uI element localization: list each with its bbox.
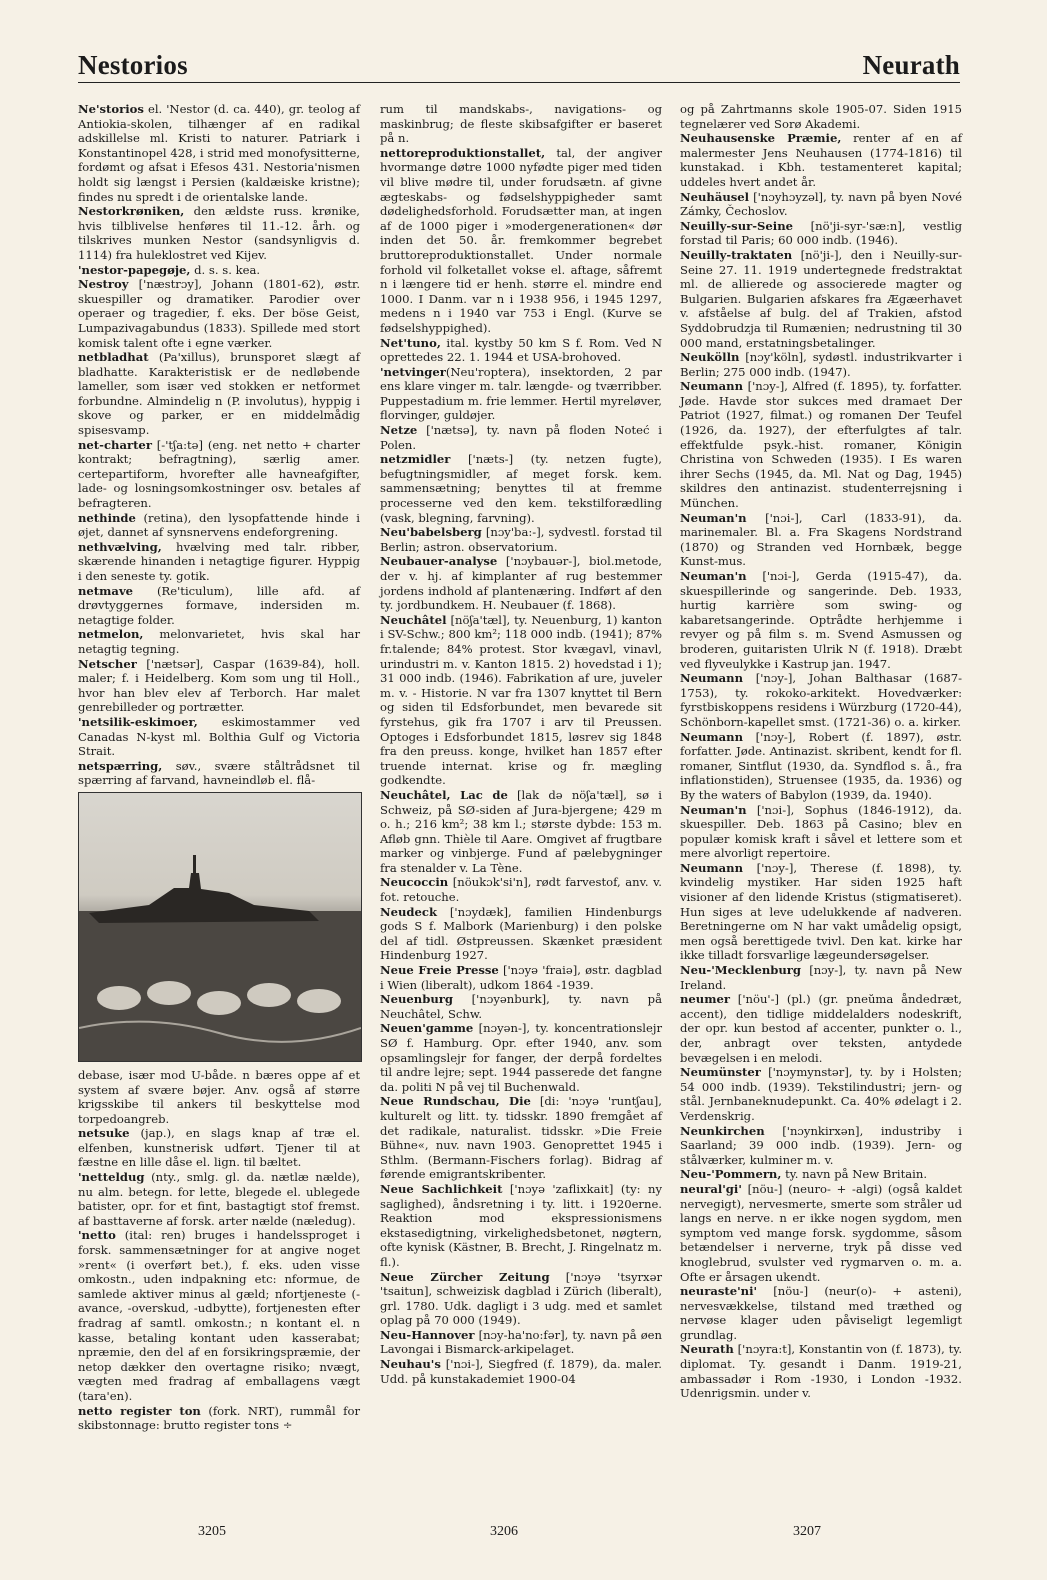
entry-headword: netspærring, <box>78 758 163 773</box>
dictionary-entry <box>380 1021 662 1094</box>
dictionary-entry <box>78 277 360 350</box>
entry-headword: netsuke <box>78 1126 130 1141</box>
dictionary-entry <box>680 730 962 803</box>
entry-headword: Netze <box>380 423 418 438</box>
entry-text: melonvarietet, hvis skal har netagtig tegning. <box>78 627 360 656</box>
dictionary-entry <box>680 131 962 189</box>
dictionary-entry <box>78 1126 360 1170</box>
entry-headword: Neue Freie Presse <box>380 963 499 978</box>
entry-text: [nɔy'köln], sydøstl. industrikvarter i Berlin; 275 000 indb. (1947). <box>680 350 962 379</box>
header-first-word: Nestorios <box>78 50 188 80</box>
entry-headword: 'netvinger <box>380 364 446 379</box>
entry-text: ['næstrɔy], Johann (1801-62), østr. skuespiller og dramatiker. Parodier over operaer og tragedier, f. eks. Der böse Geist, Lumpazivagabundus (1833). Spillede med stort komisk talent ofte i egne værker. <box>78 277 360 350</box>
entry-text: [nɔyən-], ty. koncentrationslejr SØ f. Hamburg. Opr. efter 1940, anv. som opsamlingslejr for fanger, der derpå fordeltes til andre lejre; sept. 1944 passerede det fangne da. politi N på vej til Buchenwald. <box>380 1021 662 1094</box>
entry-text: ['nɔyə 'tsyrxər 'tsaitun], schweizisk dagblad i Zürich (liberalt), grl. 1780. Udk. dagligt i 3 udg. med et samlet oplag på 70 000 (1949). <box>380 1269 662 1328</box>
dictionary-entry <box>680 963 962 992</box>
page-number-right: 3207 <box>793 1524 821 1539</box>
page-header <box>78 46 960 83</box>
dictionary-entry <box>78 1170 360 1228</box>
entry-text: (Re'ticulum), lille afd. af drøvtyggernes formave, indersiden m. netagtige folder. <box>78 583 360 627</box>
entry-text: hvælving med talr. ribber, skærende hinanden i netagtige figurer. Hyppig i den seneste ty. gotik. <box>78 539 360 583</box>
dictionary-entry <box>380 1182 662 1270</box>
page-number-middle: 3206 <box>490 1524 518 1539</box>
entry-text: (Neu'roptera), insektorden, 2 par ens klare vinger m. talr. længde- og tværribber. Puppestadium m. frie lemmer. Hertil myreløver, florvinger, guldøjer. <box>380 364 662 423</box>
entry-headword: 'netto <box>78 1228 116 1243</box>
entry-headword: Net'tuno, <box>380 335 441 350</box>
entry-text: ['nɔyə 'zaflixkait] (ty: ny saglighed), åndsretning i ty. litt. i 1920erne. Reaktion mod ekspressionismens ekstasedigtning, virkelighedsbetonet, nøgtern, ofte kynisk (Kästner, B. Brecht, J. Ringelnatz m. fl.). <box>380 1181 663 1269</box>
entry-text: [di: 'nɔyə 'runtʃau], kulturelt og litt. ty. tidsskr. 1890 fremgået af det radikale, naturalist. tidsskr. »Die Freie Bühne«, nuv. navn 1903. Genoprettet 1945 i Sthlm. (Bermann-Fischers forlag). Bidrag af førende emigrantskribenter. <box>380 1094 662 1182</box>
entry-headword: net-charter <box>78 437 152 452</box>
dictionary-entry <box>78 540 360 584</box>
entry-headword: Neuman'n <box>680 510 747 525</box>
dictionary-entry <box>380 336 662 365</box>
entry-headword: netmelon, <box>78 627 144 642</box>
entry-headword: Nestroy <box>78 277 129 292</box>
entry-text: (retina), den lysopfattende hinde i øjet, dannet af synsnervens endeforgrening. <box>78 510 360 540</box>
entry-headword: Neu-Hannover <box>380 1327 475 1342</box>
entry-text: ['nætsə], ty. navn på floden Noteć i Polen. <box>380 423 662 452</box>
entry-headword: nethinde <box>78 510 136 525</box>
header-last-word: Neurath <box>862 50 960 80</box>
entry-text: ['nɔyra:t], Konstantin von (f. 1873), ty. diplomat. Ty. gesandt i Danm. 1919-21, ambassadør i Rom -1930, i London -1932. Udenrigsmin. under v. <box>680 1342 962 1401</box>
entry-headword: netbladhat <box>78 350 149 365</box>
entry-text: søv., svære ståltrådsnet til spærring af farvand, havneindløb el. flå- <box>78 758 360 788</box>
entry-text: [nöʃa'tæl], ty. Neuenburg, 1) kanton i SV-Schw.; 800 km²; 118 000 indb. (1941); 87% fr.talende; 84% protest. Stor kvægavl, vinavl, urindustri m. v. Kanton 1815. 2) hovedstad i 1); 31 000 indb. (1946). Fabrikation af ure, juveler m. v. - Historie. N var fra 1307 knyttet til Bern og siden til Edsforbundet, men bevarede sit fyrstehus, gik fra 1707 i arv til Preussen. Optoges i Edsforbundet 1815, løsrev sig 1848 fra den preuss. konge, hvilket han 1857 efter truende internat. krise og fr. mægling godkendte. <box>380 612 662 788</box>
entry-text: ['nɔy-], Alfred (f. 1895), ty. forfatter. Jøde. Havde stor sukces med dramaet Der Patriot (1927, filmat.) og romanen Der Teufel (1926, da. 1927), der efterfulgtes af talr. effektfulde psyk.-hist. romaner, Königin Christina von Schweden (1935). I Es waren ihrer Sechs (1945, da. Ml. Nat og Dag, 1945) skildres den antinazist. studenterrejsning i München. <box>680 379 962 511</box>
entry-headword: Neu-'Pommern, <box>680 1167 782 1182</box>
entry-headword: Neuhausenske Præmie, <box>680 131 842 146</box>
entry-headword: Neuilly-traktaten <box>680 247 793 262</box>
entry-text: (nty., smlg. gl. da. nætlæ nælde), nu alm. betegn. for lette, blegede el. ublegede batister, opr. for et fint, bastagtigt stof fremst. af basttaverne af forsk. arter nælde (næledug). <box>78 1170 360 1228</box>
dictionary-entry <box>78 584 360 628</box>
entry-text: [nɔy-], ty. navn på New Ireland. <box>680 963 962 992</box>
dictionary-entry <box>78 263 360 278</box>
dictionary-entry <box>78 511 360 540</box>
column-2 <box>380 102 662 1386</box>
dictionary-entry <box>680 219 962 248</box>
entry-text: renter af en af malermester Jens Neuhausen (1774-1816) til kunstakad. i Kbh. testamenteret kapital; uddeles hvert andet år. <box>680 131 962 189</box>
entry-text: ['nɔy-], Johan Balthasar (1687-1753), ty. rokoko-arkitekt. Hovedværker: fyrstbiskoppens residens i Würzburg (1720-44), Schönborn-kapellet smst. (1721-36) o. a. kirker. <box>680 671 962 729</box>
dictionary-entry <box>380 992 662 1021</box>
entry-headword: Neu'babelsberg <box>380 525 482 540</box>
dictionary-entry <box>78 1068 360 1126</box>
dictionary-entry <box>680 992 962 1065</box>
entry-headword: neumer <box>680 992 730 1007</box>
column-1 <box>78 102 360 1433</box>
entry-headword: 'netsilik-eskimoer, <box>78 714 198 729</box>
dictionary-entry <box>680 1167 962 1182</box>
entry-text: ['nɔynkirxən], industriby i Saarland; 39 000 indb. (1939). Jern- og stålværker, kulminer m. v. <box>680 1123 962 1167</box>
dictionary-entry <box>380 102 662 146</box>
entry-text: [nöu-] (neur(o)- + asteni), nervesvækkelse, tilstand med træthed og nervøse klager uden påviseligt legemligt grundlag. <box>680 1284 962 1342</box>
entry-headword: nethvælving, <box>78 539 162 554</box>
dictionary-entry <box>78 759 360 788</box>
illustration-photo <box>78 792 362 1062</box>
entry-headword: Neuenburg <box>380 992 453 1007</box>
entry-headword: Nestorkrøniken, <box>78 204 185 219</box>
entry-text: (ital: ren) bruges i handelssproget i forsk. sammensætninger for at angive noget »rent« (i overført bet.), f. eks. uden visse omkostn., uden indpakning etc: nformue, de samlede aktiver minus al gæld; nfortjeneste (-avance, -overskud, -udbytte), fortjenesten efter fradrag af samtl. omkostn.; n kontant el. n kasse, betaling kontant uden kasserabat; npræmie, den del af en forsikringspræmie, der netop dækker den overtagne risiko; nvægt, vægten med fradrag af emballagens vægt (tara'en). <box>78 1228 360 1403</box>
entry-text: d. s. s. kea. <box>190 262 261 277</box>
dictionary-entry <box>78 1404 360 1433</box>
entry-headword: Neukölln <box>680 350 740 365</box>
entry-text: ital. kystby 50 km S f. Rom. Ved N oprettedes 22. 1. 1944 et USA-brohoved. <box>380 335 662 365</box>
entry-headword: neural'gi' <box>680 1181 742 1196</box>
entry-headword: Neuhäusel <box>680 189 750 204</box>
entry-text: ['nɔy-], Robert (f. 1897), østr. forfatter. Jøde. Antinazist. skribent, kendt for fl. romaner, Sintflut (1930, da. Syndflod s. å., fra inflationstiden), Struensee (1935, da. 1936) og By the waters of Babylon (1939, da. 1940). <box>680 729 962 802</box>
dictionary-entry <box>380 1328 662 1357</box>
entry-headword: Neue Rundschau, Die <box>380 1094 531 1109</box>
dictionary-entry <box>380 146 662 336</box>
dictionary-entry <box>380 452 662 525</box>
dictionary-entry <box>680 803 962 861</box>
entry-headword: Neucoccin <box>380 875 449 890</box>
dictionary-entry <box>380 365 662 423</box>
entry-text: el. 'Nestor (d. ca. 440), gr. teolog af Antiokia-skolen, tilhænger af en radikal adskillelse ml. Kristi to naturer. Patriark i Konstantinopel 428, i strid med monofysitterne, fordømt og afsat i Efesos 431. Nestoria'nismen holdt sig længst i Persien (kaldæiske kristne); findes nu spredt i de orientalske lande. <box>78 102 360 204</box>
dictionary-entry <box>680 1342 962 1400</box>
dictionary-entry <box>680 1065 962 1123</box>
entry-headword: neuraste'ni' <box>680 1284 758 1299</box>
entry-text: rum til mandskabs-, navigations- og maskinbrug; de fleste skibsafgifter er baseret på n. <box>380 102 662 146</box>
entry-headword: Neuen'gamme <box>380 1021 474 1036</box>
dictionary-entry <box>680 671 962 729</box>
entry-headword: Neu-'Mecklenburg <box>680 963 802 978</box>
entry-headword: Neunkirchen <box>680 1123 765 1138</box>
dictionary-entry <box>680 350 962 379</box>
dictionary-entry <box>380 788 662 876</box>
entry-text: ['nɔi-], Sophus (1846-1912), da. skuespiller. Deb. 1863 på Casino; blev en populær komisk kraft i såvel et lettere som et mere alvorligt repertoire. <box>680 802 962 861</box>
dictionary-entry <box>680 861 962 963</box>
dictionary-entry <box>680 248 962 350</box>
entry-text: ['nɔydæk], familien Hindenburgs gods S f. Malbork (Marienburg) i den polske del af tidl. Østpreussen. Skænket præsident Hindenburg 1927. <box>380 904 662 963</box>
entry-text: tal, der angiver hvormange døtre 1000 nyfødte piger med tiden vil blive mødre til, under forudsætn. af givne ægteskabs- og fødselshyppigheder samt dødelighedsforhold. Forudsætter man, at ingen af de 1000 piger i »modergenerationen« dør inden det 50. år. fremkommer begrebet bruttoreproduktionstallet. Under normale forhold vil folketallet vokse el. aftage, såfremt n i længere tid er henh. større el. mindre end 1000. I Danm. var n i 1938 956, i 1945 1297, medens n i 1940 var 753 i Engl. (Kurve se fødselshyppighed). <box>380 145 662 335</box>
entry-text: ['nætsər], Caspar (1639-84), holl. maler; f. i Heidelberg. Kom som ung til Holl., hvor han blev elev af Terborch. Har malet genrebilleder og portrætter. <box>78 656 360 715</box>
entry-headword: Neurath <box>680 1342 734 1357</box>
entry-text: ['nɔybauər-], biol.metode, der v. hj. af kimplanter af rug bestemmer jordens indhold af plantenæring. Indført af den ty. jordbundkem. H. Neubauer (f. 1868). <box>380 554 662 613</box>
dictionary-entry <box>380 525 662 554</box>
entry-text: ['nɔyə 'fraiə], østr. dagblad i Wien (liberalt), udkom 1864 -1939. <box>380 963 663 992</box>
entry-text: ['nɔi-], Gerda (1915-47), da. skuespillerinde og sangerinde. Deb. 1933, hurtig karrière som swing- og kabaretsangerinde. Optrådte herhjemme i revyer og på film s. m. Svend Asmussen og broderen, guitaristen Ulrik N (f. 1918). Dræbt ved flyveulykke i Kastrup jan. 1947. <box>680 569 962 671</box>
entry-headword: 'netteldug <box>78 1170 145 1185</box>
entry-headword: Neuchâtel <box>380 612 447 627</box>
entry-headword: Neudeck <box>380 904 437 919</box>
entry-text: [nöu-] (neuro- + -algi) (også kaldet nervegigt), nervesmerte, smerte som stråler ud langs en nerve. n er ikke nogen sygdom, men symptom ved mange forsk. sygdomme, såsom betændelser i nerverne, tryk på disse ved knoglebrud, svulster ved rygmarven o. m. a. Ofte er årsagen ukendt. <box>680 1181 962 1284</box>
dictionary-entry <box>380 1357 662 1386</box>
entry-text: [nɔy-ha'no:fər], ty. navn på øen Lavongai i Bismarck-arkipelaget. <box>380 1327 662 1357</box>
dictionary-entry <box>380 905 662 963</box>
dictionary-entry <box>380 875 662 904</box>
dictionary-entry <box>680 379 962 510</box>
dictionary-entry <box>78 1228 360 1403</box>
entry-text: debase, især mod U-både. n bæres oppe af et system af svære bøjer. Anv. også af større krigsskibe til ankers til beskyttelse mod torpedoangreb. <box>78 1067 360 1126</box>
entry-headword: Neuman'n <box>680 802 747 817</box>
entry-headword: Neubauer-analyse <box>380 554 498 569</box>
dictionary-entry <box>78 204 360 262</box>
entry-text: [nö'ji-syr-'sæ:n], vestlig forstad til Paris; 60 000 indb. (1946). <box>680 218 962 248</box>
entry-headword: Ne'storios <box>78 102 144 116</box>
dictionary-entry <box>78 627 360 656</box>
entry-headword: Neumann <box>680 671 744 686</box>
entry-text: ['nɔy-], Therese (f. 1898), ty. kvindelig mystiker. Har siden 1925 haft visioner af den lidende Kristus (stigmatiseret). Hun siges at leve udelukkende af nadveren. Beretningerne om N har vakt umådelig opsigt, men også berettigede tvivl. Den kat. kirke har ikke tilladt forsvarlige lægeundersøgelser. <box>680 860 962 963</box>
entry-headword: Neumünster <box>680 1065 761 1080</box>
dictionary-entry <box>680 190 962 219</box>
entry-text: ['nɔymynstər], ty. by i Holsten; 54 000 indb. (1939). Tekstilindustri; jern- og stål. Jernbaneknudepunkt. Ca. 40% ødelagt i 2. Verdenskrig. <box>680 1065 962 1123</box>
entry-headword: 'nestor-papegøje, <box>78 262 191 277</box>
entry-text: [nɔy'ba:-], sydvestl. forstad til Berlin; astron. observatorium. <box>380 525 662 554</box>
dictionary-entry <box>380 423 662 452</box>
entry-text: den ældste russ. krønike, hvis tilblivelse henføres til 11.-12. årh. og tilskrives munken Nestor (sandsynligvis d. 1114) fra huleklostret ved Kijev. <box>78 204 360 262</box>
entry-text: [nö'ji-], den i Neuilly-sur-Seine 27. 11. 1919 undertegnede fredstraktat ml. de allierede og associerede magter og Bulgarien. Bulgarien afskares fra Ægæerhavet v. afståelse af bulg. del af Trakien, afstod Syddobrudzja til Rumænien; nedrustning til 30 000 mand, erstatningsbetalinger. <box>680 247 962 350</box>
dictionary-entry <box>680 1124 962 1168</box>
dictionary-entry <box>78 102 360 204</box>
dictionary-entry <box>380 1270 662 1328</box>
entry-text: (fork. NRT), rummål for skibstonnage: brutto register tons ÷ <box>78 1403 360 1433</box>
entry-headword: netto register ton <box>78 1403 201 1418</box>
column-3 <box>680 102 962 1401</box>
entry-headword: Netscher <box>78 656 137 671</box>
entry-text: ['næts-] (ty. netzen fugte), befugtningsmidler, af meget forsk. kem. sammensætning; benyttes til at fremme processerne ved den kem. tekstilforædling (vask, blegning, farvning). <box>380 452 662 525</box>
entry-headword: Neumann <box>680 860 744 875</box>
entry-text: [-'tʃa:tə] (eng. net netto + charter kontrakt; befragtning), særlig amer. certepartiform, hvorefter alle havneafgifter, lade- og losningsomkostninger osv. betales af befragteren. <box>78 437 360 511</box>
dictionary-entry <box>78 715 360 759</box>
entry-headword: Neue Zürcher Zeitung <box>380 1269 550 1284</box>
entry-text: [nöukɔk'si'n], rødt farvestof, anv. v. fot. retouche. <box>380 875 662 905</box>
entry-headword: netzmidler <box>380 452 451 467</box>
entry-headword: nettoreproduktionstallet, <box>380 145 546 160</box>
dictionary-entry <box>78 657 360 715</box>
entry-headword: netmave <box>78 583 134 598</box>
entry-headword: Neuchâtel, Lac de <box>380 787 508 802</box>
entry-text: eskimostammer ved Canadas N-kyst ml. Bolthia Gulf og Victoria Strait. <box>78 714 360 759</box>
entry-text: og på Zahrtmanns skole 1905-07. Siden 1915 tegnelærer ved Sorø Akademi. <box>680 102 962 131</box>
dictionary-entry <box>78 438 360 511</box>
dictionary-entry <box>380 963 662 992</box>
entry-text: ['nɔyhɔyzəl], ty. navn på byen Nové Zámky, Čechoslov. <box>680 189 962 219</box>
entry-headword: Neumann <box>680 729 744 744</box>
dictionary-entry <box>680 1284 962 1342</box>
dictionary-entry <box>380 554 662 612</box>
dictionary-entry <box>680 569 962 671</box>
entry-headword: Neuilly-sur-Seine <box>680 218 793 233</box>
entry-text: ['nɔi-], Carl (1833-91), da. marinemaler. Bl. a. Fra Skagens Nordstrand (1870) og Stranden ved Hornbæk, begge Kunst-mus. <box>680 510 962 569</box>
dictionary-entry <box>78 350 360 438</box>
dictionary-entry <box>680 1182 962 1284</box>
page-number-left: 3205 <box>198 1524 226 1539</box>
entry-text: ['nöu'-] (pl.) (gr. pneŭma åndedræt, accent), den tidlige middelalders nodeskrift, der opr. kun bestod af accenter, punkter o. l., der, anbragt over teksten, antydede bevægelsen i en melodi. <box>680 992 962 1065</box>
dictionary-entry <box>680 102 962 131</box>
entry-headword: Neumann <box>680 379 744 394</box>
entry-text: (jap.), en slags knap af træ el. elfenben, kunstnerisk udført. Tjener til at fæstne en lille dåse el. lign. til bæltet. <box>78 1126 360 1170</box>
entry-text: (Pa'xillus), brunsporet slægt af bladhatte. Karakteristisk er de nedløbende lameller, som især ved stokken er netformet forbundne. Almindelig n (P. involutus), hyppig i skove og parker, er en middelmådig spisesvamp. <box>78 350 360 438</box>
dictionary-entry <box>380 1094 662 1182</box>
entry-text: [lak də nöʃa'tæl], sø i Schweiz, på SØ-siden af Jura-bjergene; 429 m o. h.; 216 km²; 38 km l.; største dybde: 153 m. Afløb gnn. Thièle til Aare. Omgivet af frugtbare marker og vinbjerge. Fund af pælebygninger fra stenalder v. La Tène. <box>380 787 662 875</box>
dictionary-entry <box>380 613 662 788</box>
entry-headword: Neuhau's <box>380 1357 441 1372</box>
entry-text: ['nɔi-], Siegfred (f. 1879), da. maler. Udd. på kunstakademiet 1900-04 <box>380 1357 662 1386</box>
entry-text: ['nɔyənburk], ty. navn på Neuchâtel, Schw. <box>380 992 662 1021</box>
dictionary-entry <box>680 511 962 569</box>
entry-headword: Neuman'n <box>680 569 747 583</box>
entry-headword: Neue Sachlichkeit <box>380 1181 503 1196</box>
entry-text: ty. navn på New Britain. <box>781 1167 928 1182</box>
